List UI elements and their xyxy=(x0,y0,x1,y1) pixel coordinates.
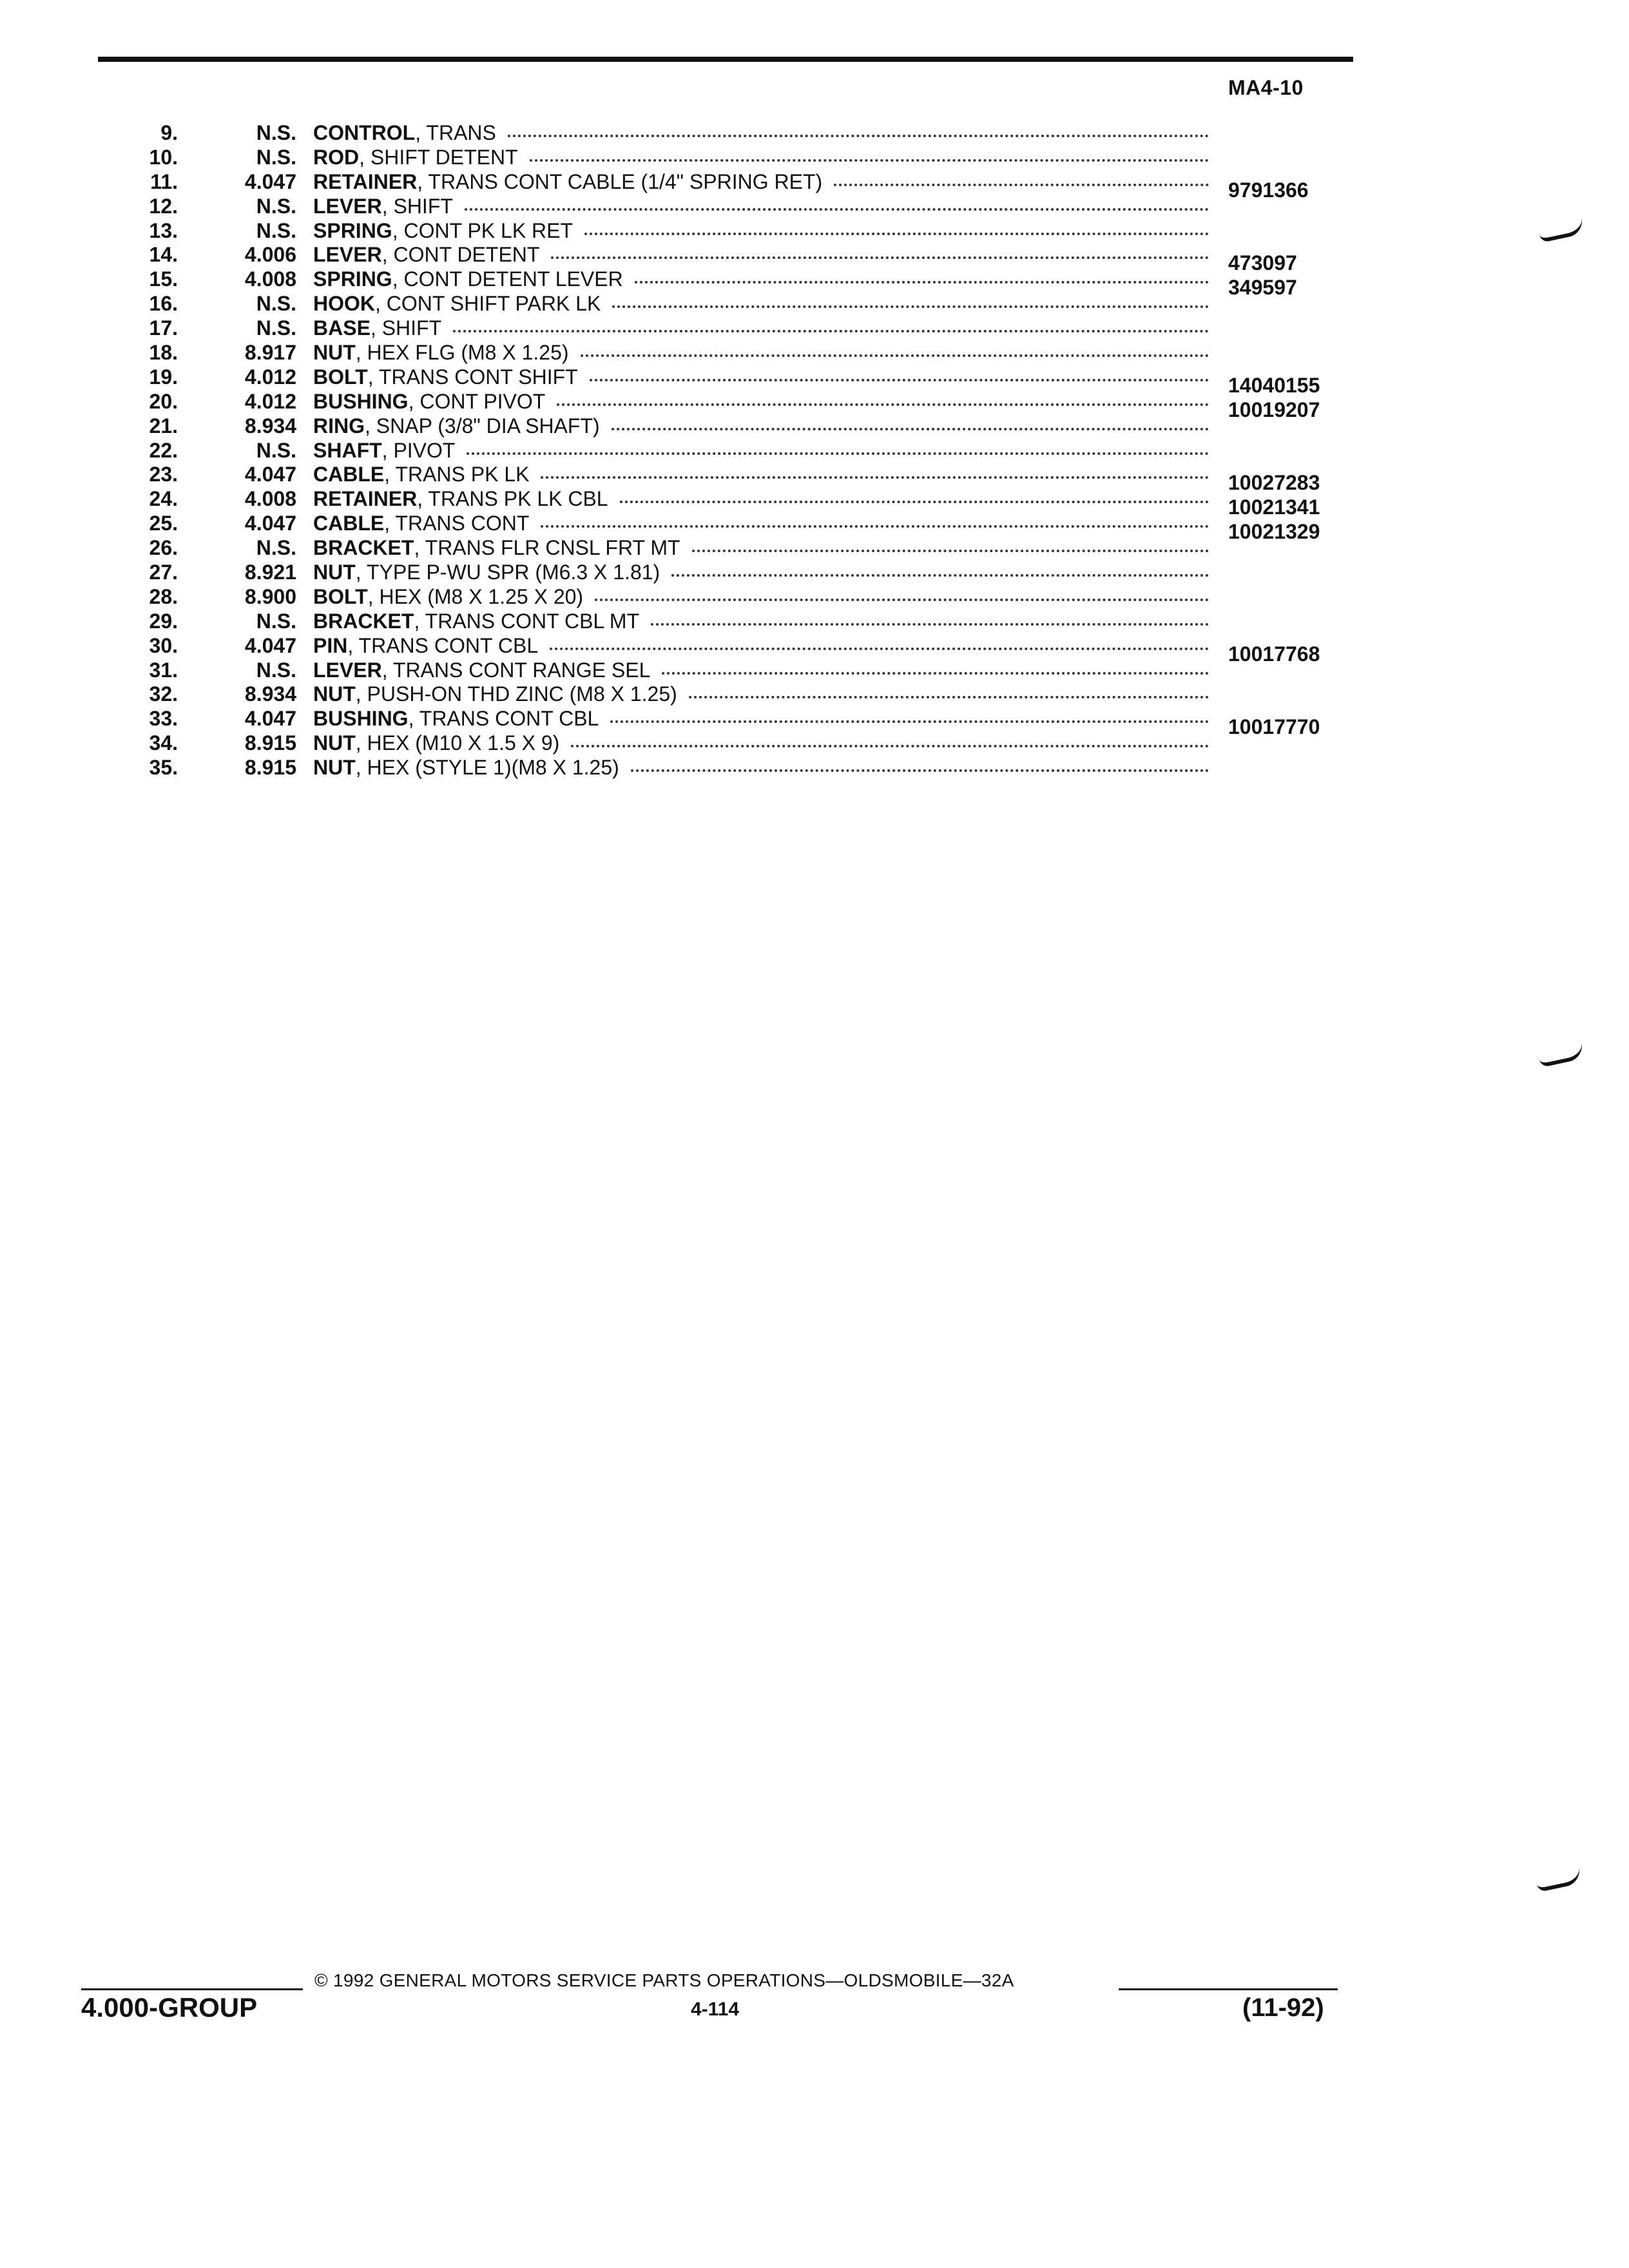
part-detail: , CONT DETENT xyxy=(381,243,540,267)
group-number: 8.917 xyxy=(244,341,296,365)
part-name: NUT xyxy=(313,731,356,755)
parts-row xyxy=(0,243,1629,275)
group-number: 8.915 xyxy=(244,731,296,755)
dot-leader xyxy=(508,135,1209,137)
page-id: MA4-10 xyxy=(1228,76,1304,99)
part-name: CONTROL xyxy=(313,121,416,144)
group-number: 4.008 xyxy=(244,267,296,291)
dot-leader xyxy=(612,305,1209,308)
group-number: 8.900 xyxy=(244,584,296,608)
group-number: N.S. xyxy=(256,145,296,169)
parts-row xyxy=(0,365,1629,397)
parts-row xyxy=(0,561,1629,585)
dot-leader xyxy=(581,354,1209,357)
item-number: 35. xyxy=(149,756,178,780)
item-number: 24. xyxy=(149,487,178,511)
parts-row xyxy=(0,439,1629,463)
part-number: 14040155 xyxy=(1228,373,1320,397)
parts-row xyxy=(0,536,1629,561)
dot-leader xyxy=(465,208,1209,211)
part-detail: , SHIFT xyxy=(370,316,442,340)
part-name: HOOK xyxy=(313,292,375,316)
item-number: 11. xyxy=(150,169,178,193)
part-name: NUT xyxy=(313,682,356,706)
footer-rule-right xyxy=(1119,1988,1338,1990)
parts-row xyxy=(0,414,1629,439)
parts-row xyxy=(0,146,1629,170)
description xyxy=(313,487,1209,512)
group-number: 4.012 xyxy=(244,365,296,389)
part-detail: , PUSH-ON THD ZINC (M8 X 1.25) xyxy=(355,682,677,706)
description xyxy=(313,195,1209,219)
binder-hole-mark xyxy=(1537,1042,1585,1068)
dot-leader xyxy=(631,769,1209,772)
parts-row xyxy=(0,585,1629,610)
description xyxy=(313,292,1209,316)
part-number: 9791366 xyxy=(1228,178,1309,202)
part-name: BRACKET xyxy=(313,536,414,560)
item-number: 32. xyxy=(149,682,178,706)
item-number: 18. xyxy=(149,341,178,365)
parts-list xyxy=(0,121,1629,780)
description xyxy=(313,658,1209,683)
parts-row xyxy=(0,195,1629,219)
group-number: 4.047 xyxy=(244,463,296,486)
part-name: NUT xyxy=(313,341,356,365)
group-number: N.S. xyxy=(256,292,296,316)
description xyxy=(313,365,1209,390)
description xyxy=(313,414,1209,439)
part-detail: , TRANS CONT CBL MT xyxy=(414,609,640,633)
dot-leader xyxy=(620,501,1209,503)
description xyxy=(313,170,1209,195)
part-number: 10017770 xyxy=(1228,715,1320,739)
item-number: 31. xyxy=(149,658,178,682)
part-detail: , TRANS CONT SHIFT xyxy=(367,365,578,389)
parts-row xyxy=(0,121,1629,146)
parts-row xyxy=(0,512,1629,544)
group-number: N.S. xyxy=(256,658,296,682)
part-detail: , TRANS CONT CBL xyxy=(408,707,599,731)
dot-leader xyxy=(671,574,1209,577)
parts-row xyxy=(0,341,1629,365)
part-name: LEVER xyxy=(313,194,382,218)
part-name: BOLT xyxy=(313,365,368,389)
dot-leader xyxy=(692,550,1209,552)
description xyxy=(313,390,1209,414)
item-number: 21. xyxy=(149,414,178,437)
part-name: SPRING xyxy=(313,267,392,291)
dot-leader xyxy=(595,599,1209,601)
part-name: NUT xyxy=(313,561,356,584)
parts-row xyxy=(0,682,1629,707)
description xyxy=(313,682,1209,707)
part-number: 10019207 xyxy=(1228,398,1320,421)
part-name: CABLE xyxy=(313,463,385,486)
parts-row xyxy=(0,487,1629,519)
part-detail: , TRANS CONT RANGE SEL xyxy=(381,658,651,682)
group-number: N.S. xyxy=(256,218,296,242)
binder-hole-mark xyxy=(1535,1867,1583,1892)
part-name: BUSHING xyxy=(313,707,409,731)
description xyxy=(313,756,1209,780)
dot-leader xyxy=(834,184,1209,186)
parts-row xyxy=(0,731,1629,756)
parts-row xyxy=(0,316,1629,341)
description xyxy=(313,341,1209,365)
description xyxy=(313,634,1209,658)
item-number: 29. xyxy=(149,609,178,633)
parts-row xyxy=(0,292,1629,316)
item-number: 23. xyxy=(149,463,178,486)
dot-leader xyxy=(612,428,1209,430)
part-detail: , TRANS CONT CBL xyxy=(347,633,539,657)
part-name: RETAINER xyxy=(313,487,418,511)
part-name: LEVER xyxy=(313,243,382,267)
group-number: 4.012 xyxy=(244,389,296,413)
description xyxy=(313,561,1209,585)
item-number: 14. xyxy=(149,243,178,267)
parts-row xyxy=(0,707,1629,739)
parts-row xyxy=(0,389,1629,421)
parts-row xyxy=(0,633,1629,666)
description xyxy=(313,439,1209,463)
part-number: 349597 xyxy=(1228,276,1297,300)
parts-row xyxy=(0,463,1629,495)
dot-leader xyxy=(541,476,1209,479)
part-detail: , CONT DETENT LEVER xyxy=(392,267,623,291)
group-number: N.S. xyxy=(256,438,296,462)
dot-leader xyxy=(467,452,1209,455)
part-name: NUT xyxy=(313,756,356,780)
dot-leader xyxy=(689,696,1209,698)
description xyxy=(313,731,1209,756)
item-number: 16. xyxy=(149,292,178,316)
part-detail: , SHIFT xyxy=(381,194,453,218)
description xyxy=(313,146,1209,170)
part-number: 10017768 xyxy=(1228,642,1320,666)
item-number: 12. xyxy=(149,194,178,218)
part-detail: , HEX (M10 X 1.5 X 9) xyxy=(355,731,560,755)
dot-leader xyxy=(530,159,1209,162)
description xyxy=(313,243,1209,267)
group-number: 4.047 xyxy=(244,633,296,657)
item-number: 17. xyxy=(149,316,178,340)
group-label: 4.000-GROUP xyxy=(81,1992,258,2023)
part-detail: , PIVOT xyxy=(381,438,456,462)
part-number: 10021329 xyxy=(1228,520,1320,544)
part-name: RETAINER xyxy=(313,169,418,193)
dot-leader xyxy=(610,720,1209,723)
item-number: 34. xyxy=(149,731,178,755)
part-detail: , TRANS PK LK CBL xyxy=(417,487,608,511)
group-number: 8.934 xyxy=(244,682,296,706)
dot-leader xyxy=(453,330,1209,332)
group-number: 4.047 xyxy=(244,512,296,535)
part-detail: , HEX FLG (M8 X 1.25) xyxy=(355,341,569,365)
item-number: 20. xyxy=(149,389,178,413)
group-number: N.S. xyxy=(256,536,296,560)
parts-row xyxy=(0,658,1629,683)
group-number: 4.008 xyxy=(244,487,296,511)
part-detail: , TRANS CONT xyxy=(384,512,530,535)
part-name: LEVER xyxy=(313,658,382,682)
copyright-notice: © 1992 GENERAL MOTORS SERVICE PARTS OPERATIONS—OLDSMOBILE—32A xyxy=(314,1970,1014,1990)
parts-row xyxy=(0,756,1629,780)
item-number: 9. xyxy=(160,121,178,144)
part-detail: , TRANS FLR CNSL FRT MT xyxy=(414,536,680,560)
group-number: 8.934 xyxy=(244,414,296,437)
description xyxy=(313,316,1209,341)
item-number: 33. xyxy=(149,707,178,731)
part-name: BOLT xyxy=(313,584,368,608)
parts-row xyxy=(0,219,1629,244)
group-number: 8.915 xyxy=(244,756,296,780)
group-number: N.S. xyxy=(256,121,296,144)
item-number: 15. xyxy=(149,267,178,291)
group-number: 4.047 xyxy=(244,707,296,731)
dot-leader xyxy=(550,648,1209,650)
dot-leader xyxy=(571,745,1209,747)
item-number: 13. xyxy=(149,218,178,242)
description xyxy=(313,585,1209,610)
description xyxy=(313,219,1209,244)
part-detail: , HEX (M8 X 1.25 X 20) xyxy=(367,584,584,608)
item-number: 27. xyxy=(149,561,178,584)
description xyxy=(313,267,1209,292)
part-detail: , SNAP (3/8" DIA SHAFT) xyxy=(365,414,600,437)
group-number: 4.047 xyxy=(244,169,296,193)
description xyxy=(313,512,1209,536)
parts-row xyxy=(0,169,1629,202)
dot-leader xyxy=(651,623,1209,626)
part-number: 10027283 xyxy=(1228,471,1320,495)
parts-row xyxy=(0,267,1629,300)
group-number: N.S. xyxy=(256,609,296,633)
dot-leader xyxy=(557,403,1209,406)
dot-leader xyxy=(541,525,1209,528)
part-name: SPRING xyxy=(313,218,392,242)
part-name: BASE xyxy=(313,316,371,340)
part-name: BRACKET xyxy=(313,609,414,633)
part-detail: , CONT SHIFT PARK LK xyxy=(375,292,601,316)
description xyxy=(313,536,1209,561)
part-name: CABLE xyxy=(313,512,385,535)
part-detail: , CONT PK LK RET xyxy=(392,218,574,242)
group-number: 4.006 xyxy=(244,243,296,267)
dot-leader xyxy=(635,281,1209,284)
dot-leader xyxy=(551,256,1209,259)
part-detail: , HEX (STYLE 1)(M8 X 1.25) xyxy=(355,756,619,780)
item-number: 10. xyxy=(149,145,178,169)
group-number: N.S. xyxy=(256,316,296,340)
footer-rule-left xyxy=(81,1988,303,1990)
part-name: PIN xyxy=(313,633,348,657)
dot-leader xyxy=(590,379,1209,381)
description xyxy=(313,463,1209,487)
part-detail: , TRANS CONT CABLE (1/4" SPRING RET) xyxy=(417,169,823,193)
part-number: 473097 xyxy=(1228,251,1297,275)
part-name: ROD xyxy=(313,145,360,169)
part-name: BUSHING xyxy=(313,389,409,413)
description xyxy=(313,610,1209,634)
part-detail: , TRANS PK LK xyxy=(384,463,530,486)
item-number: 30. xyxy=(149,633,178,657)
item-number: 19. xyxy=(149,365,178,389)
parts-row xyxy=(0,610,1629,634)
page-number: 4-114 xyxy=(691,1999,740,2020)
date-code: (11-92) xyxy=(1242,1994,1324,2022)
item-number: 26. xyxy=(149,536,178,560)
group-number: 8.921 xyxy=(244,561,296,584)
description xyxy=(313,121,1209,146)
item-number: 28. xyxy=(149,584,178,608)
item-number: 22. xyxy=(149,438,178,462)
part-name: RING xyxy=(313,414,365,437)
part-detail: , SHIFT DETENT xyxy=(359,145,518,169)
dot-leader xyxy=(584,233,1209,235)
part-detail: , TYPE P-WU SPR (M6.3 X 1.81) xyxy=(355,561,660,584)
header-rule xyxy=(98,57,1353,62)
group-number: N.S. xyxy=(256,194,296,218)
description xyxy=(313,707,1209,731)
part-number: 10021341 xyxy=(1228,495,1320,519)
part-detail: , TRANS xyxy=(415,121,496,144)
part-detail: , CONT PIVOT xyxy=(408,389,546,413)
item-number: 25. xyxy=(149,512,178,535)
part-name: SHAFT xyxy=(313,438,382,462)
dot-leader xyxy=(662,672,1209,675)
